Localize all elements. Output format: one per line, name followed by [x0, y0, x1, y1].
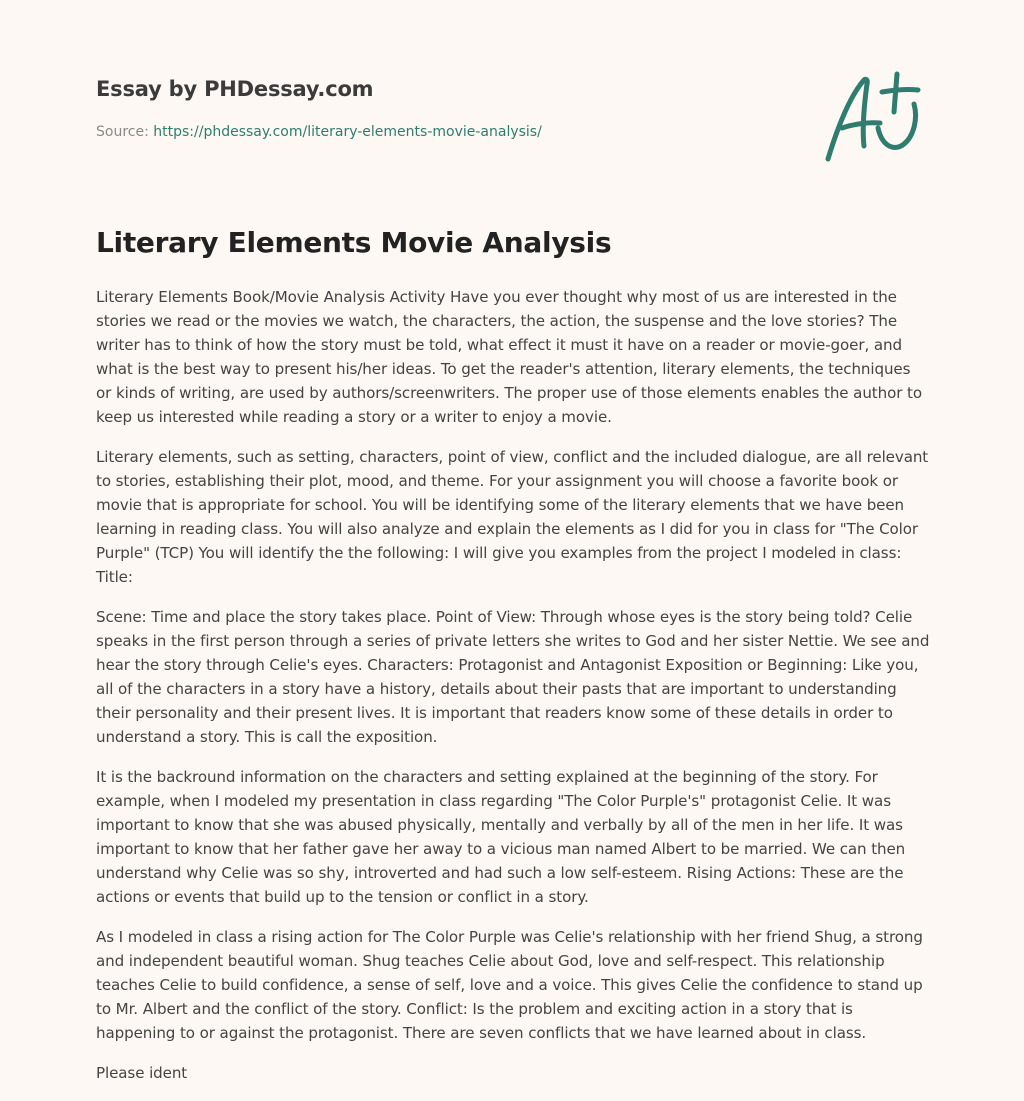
a-plus-logo-icon [820, 66, 930, 166]
essay-paragraph: Literary elements, such as setting, characters, point of view, conflict and the included dialogue, are all relevant to stories, establishing their plot, mood, and theme. For your assignment you will choose a favorite book or movie that is appropriate for school. You will be identifying some of the literary elements that we have been learning in reading class. You will also analyze and explain the elements as I did for you in class for "The Color Purple" (TCP) You will identify the the following: I will give you examples from the project I modeled in class: Title: [96, 448, 929, 586]
essay-body [96, 285, 930, 1101]
essay-paragraph: As I modeled in class a rising action for The Color Purple was Celie's relationship with her friend Shug, a strong and independent beautiful woman. Shug teaches Celie about God, love and self-respect. This relationship teaches Celie to build confidence, a sense of self, love and a voice. This gives Celie the confidence to stand up to Mr. Albert and the conflict of the story. Conflict: Is the problem and exciting action in a story that is happening to or against the protagonist. There are seven conflicts that we have learned about in class. [96, 928, 923, 1042]
site-brand: Essay by PHDessay.com [96, 77, 374, 101]
essay-paragraph: Please ident [96, 1064, 188, 1082]
essay-paragraph: It is the backround information on the characters and setting explained at the beginning of the story. For example, when I modeled my presentation in class regarding "The Color Purple's" protagonist Celie. It was important to know that she was abused physically, mentally and verbally by all of the men in her life. It was important to know that her father gave her away to a vicious man named Albert to be married. We can then understand why Celie was so shy, introverted and had such a low self-esteem. Rising Actions: These are the actions or events that build up to the tension or conflict in a story. [96, 768, 906, 906]
source-line [96, 124, 542, 140]
source-label: Source: [96, 124, 154, 140]
page-title: Literary Elements Movie Analysis [96, 226, 612, 259]
essay-paragraph: Scene: Time and place the story takes place. Point of View: Through whose eyes is the story being told? Celie speaks in the first person through a series of private letters she writes to God and her sister Nettie. We see and hear the story through Celie's eyes. Characters: Protagonist and Antagonist Exposition or Beginning: Like you, all of the characters in a story have a history, details about their pasts that are important to understanding their personality and their present lives. It is important that readers know some of these details in order to understand a story. This is call the exposition. [96, 608, 930, 746]
source-link[interactable]: https://phdessay.com/literary-elements-movie-analysis/ [153, 124, 542, 140]
essay-paragraph: Literary Elements Book/Movie Analysis Activity Have you ever thought why most of us are interested in the stories we read or the movies we watch, the characters, the action, the suspense and the love stories? The writer has to think of how the story must be told, what effect it must it have on a reader or movie-goer, and what is the best way to present his/her ideas. To get the reader's attention, literary elements, the techniques or kinds of writing, are used by authors/screenwriters. The proper use of those elements enables the author to keep us interested while reading a story or a writer to enjoy a movie. [96, 288, 922, 426]
